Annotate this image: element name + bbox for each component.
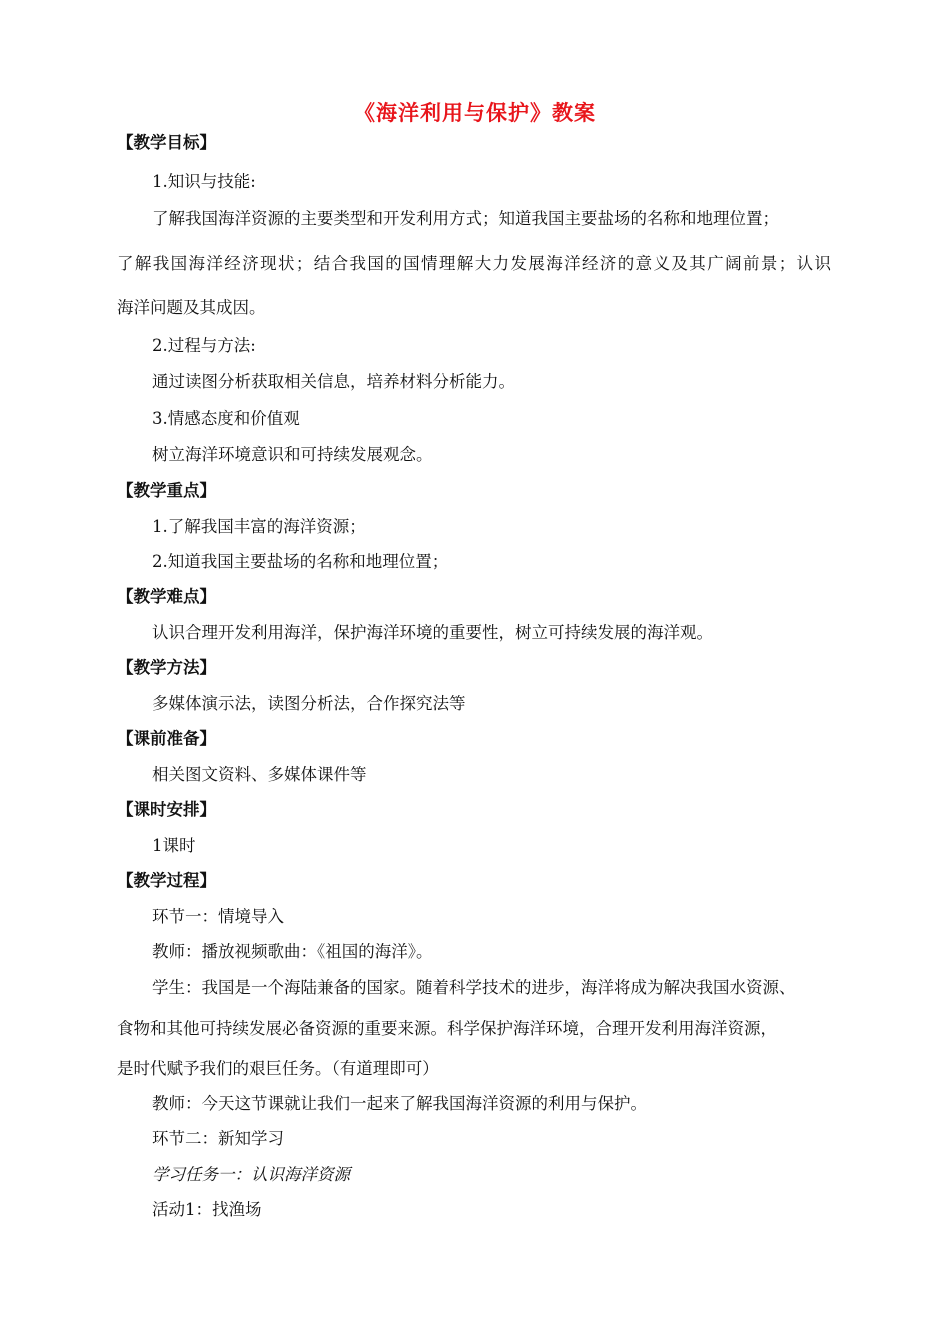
subheading-attitude-values: 3.情感态度和价值观 — [152, 409, 300, 428]
paragraph-line: 1课时 — [152, 836, 196, 855]
section-heading-preparation: 【课前准备】 — [117, 729, 216, 748]
section-heading-difficulties: 【教学难点】 — [117, 587, 216, 606]
paragraph-line: 教师：今天这节课就让我们一起来了解我国海洋资源的利用与保护。 — [152, 1094, 647, 1113]
paragraph-line: 了解我国海洋资源的主要类型和开发利用方式；知道我国主要盐场的名称和地理位置； — [152, 209, 779, 228]
list-item: 2.知道我国主要盐场的名称和地理位置； — [152, 552, 449, 571]
paragraph-line: 食物和其他可持续发展必备资源的重要来源。科学保护海洋环境，合理开发利用海洋资源， — [117, 1019, 777, 1038]
section-heading-schedule: 【课时安排】 — [117, 800, 216, 819]
activity-heading: 活动1：找渔场 — [152, 1200, 262, 1219]
section-heading-key-points: 【教学重点】 — [117, 481, 216, 500]
paragraph-line: 学生：我国是一个海陆兼备的国家。随着科学技术的进步，海洋将成为解决我国水资源、 — [152, 978, 796, 997]
list-item: 1.了解我国丰富的海洋资源； — [152, 517, 366, 536]
paragraph-line: 相关图文资料、多媒体课件等 — [152, 765, 367, 784]
paragraph-line: 了解我国海洋经济现状；结合我国的国情理解大力发展海洋经济的意义及其广阔前景；认识 — [117, 254, 831, 273]
learning-task-heading: 学习任务一：认识海洋资源 — [152, 1165, 350, 1184]
paragraph-line: 认识合理开发利用海洋，保护海洋环境的重要性，树立可持续发展的海洋观。 — [152, 623, 713, 642]
subheading-process-method: 2.过程与方法: — [152, 336, 256, 355]
subheading-knowledge-skills: 1.知识与技能: — [152, 172, 256, 191]
subheading-stage-one: 环节一：情境导入 — [152, 907, 284, 926]
paragraph-line: 通过读图分析获取相关信息，培养材料分析能力。 — [152, 372, 515, 391]
subheading-stage-two: 环节二：新知学习 — [152, 1129, 284, 1148]
paragraph-line: 是时代赋予我们的艰巨任务。（有道理即可） — [117, 1059, 439, 1078]
paragraph-line: 海洋问题及其成因。 — [117, 298, 266, 317]
section-heading-objectives: 【教学目标】 — [117, 133, 216, 152]
paragraph-line: 多媒体演示法，读图分析法，合作探究法等 — [152, 694, 466, 713]
section-heading-methods: 【教学方法】 — [117, 658, 216, 677]
paragraph-line: 教师：播放视频歌曲：《祖国的海洋》。 — [152, 942, 433, 961]
paragraph-line: 树立海洋环境意识和可持续发展观念。 — [152, 445, 433, 464]
document-title: 《海洋利用与保护》教案 — [354, 101, 596, 125]
section-heading-process: 【教学过程】 — [117, 871, 216, 890]
